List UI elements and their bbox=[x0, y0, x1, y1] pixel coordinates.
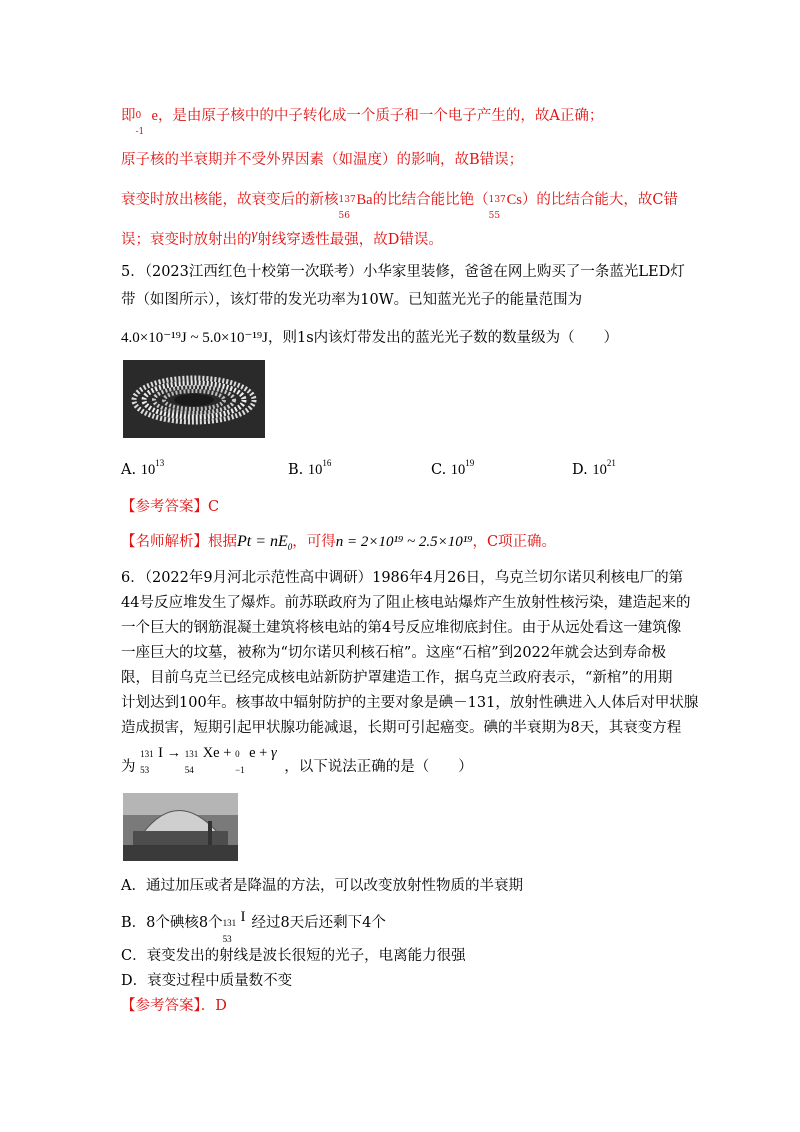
sarcophagus-image bbox=[123, 793, 238, 861]
explanation-line-c: 衰变时放出核能，故衰变后的新核 137 56 Ba的比结合能比铯（ 137 55 Cs）的比结合能大，故C错 bbox=[121, 192, 679, 221]
q6-option-a[interactable]: A．通过加压或者是降温的方法，可以改变放射性物质的半衰期 bbox=[121, 878, 523, 894]
led-strip-photo bbox=[123, 360, 265, 438]
explanation-line-a: 即 0 -1 e，是由原子核中的中子转化成一个质子和一个电子产生的，故A正确； bbox=[121, 108, 604, 137]
q5-stem-line-1: 5．（2023江西红色十校第一次联考）小华家里装修，爸爸在网上购买了一条蓝光LED灯 bbox=[121, 264, 685, 280]
q5-stem-line-2: 带（如图所示），该灯带的发光功率为10W。已知蓝光光子的能量范围为 bbox=[121, 292, 583, 308]
q6-stem-line-5: 限，目前乌克兰已经完成核电站新防护罩建造工作，据乌克兰政府表示，“新棺”的用期 bbox=[121, 670, 673, 686]
explanation-text: 即 bbox=[121, 108, 136, 124]
q6-stem-line-2: 44号反应堆发生了爆炸。前苏联政府为了阻止核电站爆炸产生放射性核污染，建造起来的 bbox=[121, 595, 691, 611]
q6-option-b[interactable]: B．8个碘核8个 131 53 I 经过8天后还剩下4个 bbox=[121, 909, 386, 944]
q5-option-b[interactable]: B. $10^{16}$ bbox=[288, 458, 332, 478]
q5-analysis: 【名师解析】根据$Pt = nE_0$，可得n = 2×10¹⁹ ~ 2.5×10¹⁹，C项正确。 bbox=[121, 533, 557, 552]
decay-equation: 131 53 I → 131 54 Xe + 0 −1 e + γ bbox=[140, 745, 277, 775]
energy-range: 4.0×10⁻¹⁹J ~ 5.0×10⁻¹⁹J bbox=[121, 330, 268, 346]
q6-answer: 【参考答案】．D bbox=[121, 998, 227, 1014]
q6-option-d[interactable]: D．衰变过程中质量数不变 bbox=[121, 973, 293, 989]
q6-decay-equation-line: 为 131 53 I → 131 54 Xe + 0 −1 e + γ ，以下说法正确的是（ ） bbox=[121, 745, 473, 775]
q6-stem-line-6: 计划达到100年。核事故中辐射防护的主要对象是碘－131，放射性碘进入人体后对甲状腺 bbox=[121, 695, 699, 711]
q5-stem-line-3: 4.0×10⁻¹⁹J ~ 5.0×10⁻¹⁹J，则1s内该灯带发出的蓝光光子数的数量级为（ ） bbox=[121, 330, 619, 346]
q6-stem-line-3: 一个巨大的钢筋混凝土建筑将核电站的第4号反应堆彻底封住。由于从远处看这一建筑像 bbox=[121, 620, 682, 636]
q5-option-a[interactable]: A. $10^{13}$ bbox=[121, 458, 165, 478]
q6-stem-line-7: 造成损害，短期引起甲状腺功能减退，长期可引起癌变。碘的半衰期为8天，其衰变方程 bbox=[121, 720, 682, 736]
chernobyl-sarcophagus-photo bbox=[123, 793, 238, 861]
q5-option-c[interactable]: C. $10^{19}$ bbox=[431, 458, 475, 478]
q6-stem-line-4: 一座巨大的坟墓，被称为“切尔诺贝利核石棺”。这座“石棺”到2022年就会达到寿命极 bbox=[121, 645, 667, 661]
q5-option-d[interactable]: D. $10^{21}$ bbox=[572, 458, 616, 478]
explanation-line-d: 误；衰变时放射出的γ射线穿透性最强，故D错误。 bbox=[121, 227, 443, 248]
formula-n-range: n = 2×10¹⁹ ~ 2.5×10¹⁹ bbox=[335, 534, 473, 550]
q6-stem-line-1: 6．（2022年9月河北示范性高中调研）1986年4月26日，乌克兰切尔诺贝利核电厂的第 bbox=[121, 570, 684, 586]
formula-pt-ne0: $Pt = nE_0$ bbox=[237, 533, 293, 552]
q6-option-c[interactable]: C．衰变发出的射线是波长很短的光子，电离能力很强 bbox=[121, 948, 466, 964]
explanation-line-b: 原子核的半衰期并不受外界因素（如温度）的影响，故B错误； bbox=[121, 152, 524, 168]
q5-answer: 【参考答案】C bbox=[121, 499, 220, 515]
led-strip-image bbox=[123, 360, 265, 438]
